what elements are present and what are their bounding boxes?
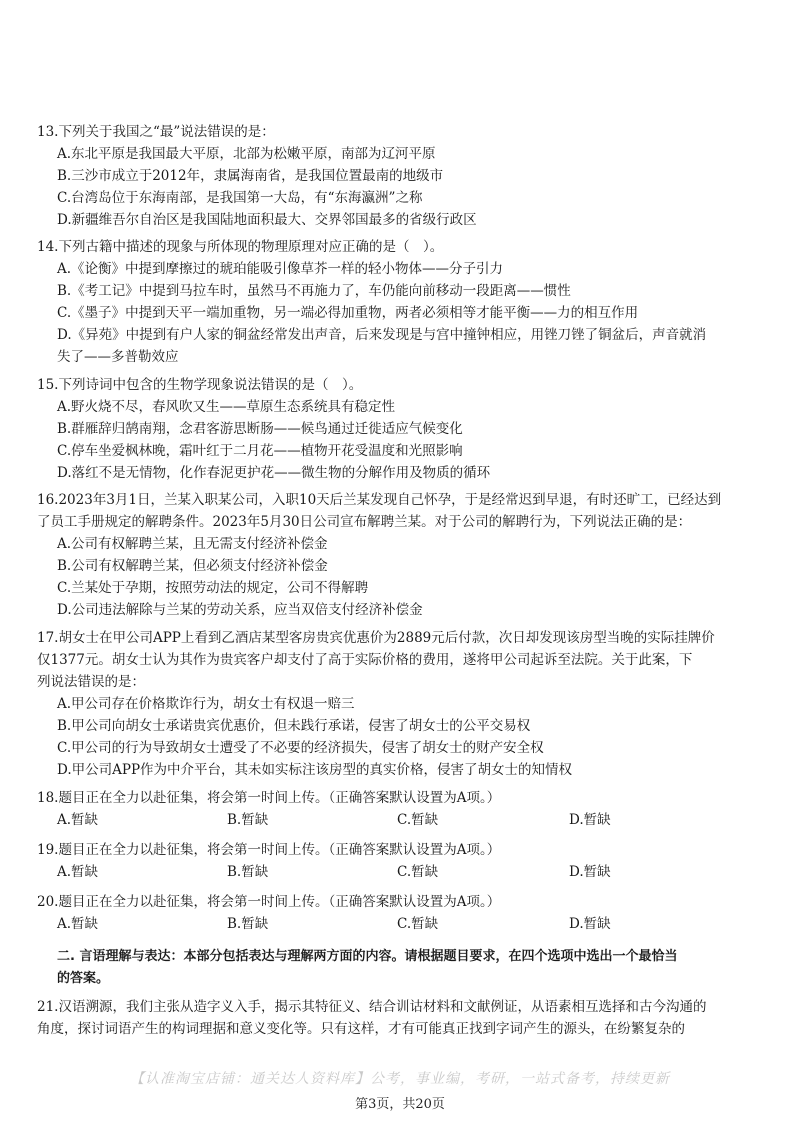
question-16: [37, 489, 767, 621]
question-18: [37, 787, 767, 831]
page-footer: 第3页，共20页: [355, 1097, 445, 1112]
question-stem: 13.下列关于我国之“最”说法错误的是：: [37, 124, 275, 140]
question-stem-line: 17.胡女士在甲公司APP上看到乙酒店某型客房贵宾优惠价为2889元后付款，次日却发现该房型当晚的实际挂牌价: [37, 630, 715, 646]
section-heading-line: 二. 言语理解与表达：本部分包括表达与理解两方面的内容。请根据题目要求，在四个选项中选出一个最恰当: [57, 949, 678, 964]
option-d: D.公司违法解除与兰某的劳动关系，应当双倍支付经济补偿金: [57, 602, 423, 618]
option-d: D.《异苑》中提到有户人家的铜盆经常发出声音，后来发现是与宫中撞钟相应，用锉刀锉了铜盆后，声音就消: [57, 327, 707, 343]
question-stem: 19.题目正在全力以赴征集，将会第一时间上传。（正确答案默认设置为A项。）: [37, 842, 501, 858]
option-b: B.三沙市成立于2012年，隶属海南省，是我国位置最南的地级市: [57, 168, 444, 184]
question-13: [37, 121, 767, 231]
option-b: B.《考工记》中提到马拉车时，虽然马不再施力了，车仍能向前移动一段距离——惯性: [57, 283, 571, 299]
option-d: D.新疆维吾尔自治区是我国陆地面积最大、交界邻国最多的省级行政区: [57, 212, 477, 228]
option-d-continued: 失了——多普勒效应: [57, 349, 179, 365]
question-stem: 20.题目正在全力以赴征集，将会第一时间上传。（正确答案默认设置为A项。）: [37, 894, 501, 910]
question-15: [37, 374, 767, 484]
question-stem: 14.下列古籍中描述的现象与所体现的物理原理对应正确的是（ ）。: [37, 239, 444, 255]
option-d: D.暂缺: [569, 916, 611, 932]
option-d: D.落红不是无情物，化作春泥更护花——微生物的分解作用及物质的循环: [57, 465, 491, 481]
option-d: D.暂缺: [569, 864, 611, 880]
option-a: A.暂缺: [57, 916, 99, 932]
question-stem-line: 列说法错误的是：: [37, 674, 145, 690]
question-stem-line: 仅1377元。胡女士认为其作为贵宾客户却支付了高于实际价格的费用，遂将甲公司起诉至法院。关于此案，下: [37, 652, 693, 668]
option-d: D.暂缺: [569, 812, 611, 828]
section-heading-line: 的答案。: [57, 971, 110, 986]
option-a: A.野火烧不尽，春风吹又生——草原生态系统具有稳定性: [57, 399, 396, 415]
question-stem: 15.下列诗词中包含的生物学现象说法错误的是（ ）。: [37, 377, 363, 393]
options-row: [37, 861, 767, 883]
section-heading: [57, 946, 767, 990]
option-c: C.台湾岛位于东海南部，是我国第一大岛，有“东海瀛洲”之称: [57, 190, 423, 206]
option-c: C.停车坐爱枫林晚，霜叶红于二月花——植物开花受温度和光照影响: [57, 443, 463, 459]
question-21: [37, 996, 767, 1040]
options-row: [37, 913, 767, 935]
option-c: C.暂缺: [397, 916, 439, 932]
option-c: C.兰某处于孕期，按照劳动法的规定，公司不得解聘: [57, 580, 369, 596]
option-b: B.暂缺: [227, 864, 269, 880]
question-stem-line: 角度，探讨词语产生的构词理据和意义变化等。只有这样，才有可能真正找到字词产生的源头，在纷繁复杂的: [37, 1021, 685, 1037]
options-row: [37, 809, 767, 831]
option-b: B.暂缺: [227, 812, 269, 828]
watermark: 【认准淘宝店铺：通关达人资料库】公考，事业编，考研，一站式备考，持续更新: [130, 1071, 670, 1087]
option-c: C.暂缺: [397, 812, 439, 828]
question-stem-line: 了员工手册规定的解聘条件。2023年5月30日公司宣布解聘兰某。对于公司的解聘行为，下列说法正确的是：: [37, 514, 692, 530]
option-b: B.甲公司向胡女士承诺贵宾优惠价，但未践行承诺，侵害了胡女士的公平交易权: [57, 718, 531, 734]
question-17: [37, 627, 767, 781]
question-stem: 18.题目正在全力以赴征集，将会第一时间上传。（正确答案默认设置为A项。）: [37, 790, 501, 806]
option-a: A.暂缺: [57, 812, 99, 828]
option-a: A.甲公司存在价格欺诈行为，胡女士有权退一赔三: [57, 696, 355, 712]
option-a: A.《论衡》中提到摩擦过的琥珀能吸引像草芥一样的轻小物体——分子引力: [57, 261, 504, 277]
option-b: B.暂缺: [227, 916, 269, 932]
option-b: B.公司有权解聘兰某，但必须支付经济补偿金: [57, 558, 328, 574]
option-a: A.东北平原是我国最大平原，北部为松嫩平原，南部为辽河平原: [57, 146, 436, 162]
option-c: C.《墨子》中提到天平一端加重物，另一端必得加重物，两者必须相等才能平衡——力的相互作用: [57, 305, 639, 321]
question-stem-line: 21.汉语溯源，我们主张从造字义入手，揭示其特征义、结合训诂材料和文献例证，从语素相互选择和古今沟通的: [37, 999, 707, 1015]
question-stem-line: 16.2023年3月1日，兰某入职某公司，入职10天后兰某发现自己怀孕，于是经常迟到早退，有时还旷工，已经达到: [37, 492, 722, 508]
option-d: D.甲公司APP作为中介平台，其未如实标注该房型的真实价格，侵害了胡女士的知情权: [57, 762, 573, 778]
option-b: B.群雁辞归鹄南翔，念君客游思断肠——候鸟通过迁徙适应气候变化: [57, 421, 463, 437]
question-14: [37, 236, 767, 368]
option-c: C.甲公司的行为导致胡女士遭受了不必要的经济损失，侵害了胡女士的财产安全权: [57, 740, 544, 756]
option-a: A.公司有权解聘兰某，且无需支付经济补偿金: [57, 536, 328, 552]
question-20: [37, 891, 767, 935]
option-c: C.暂缺: [397, 864, 439, 880]
question-19: [37, 839, 767, 883]
option-a: A.暂缺: [57, 864, 99, 880]
